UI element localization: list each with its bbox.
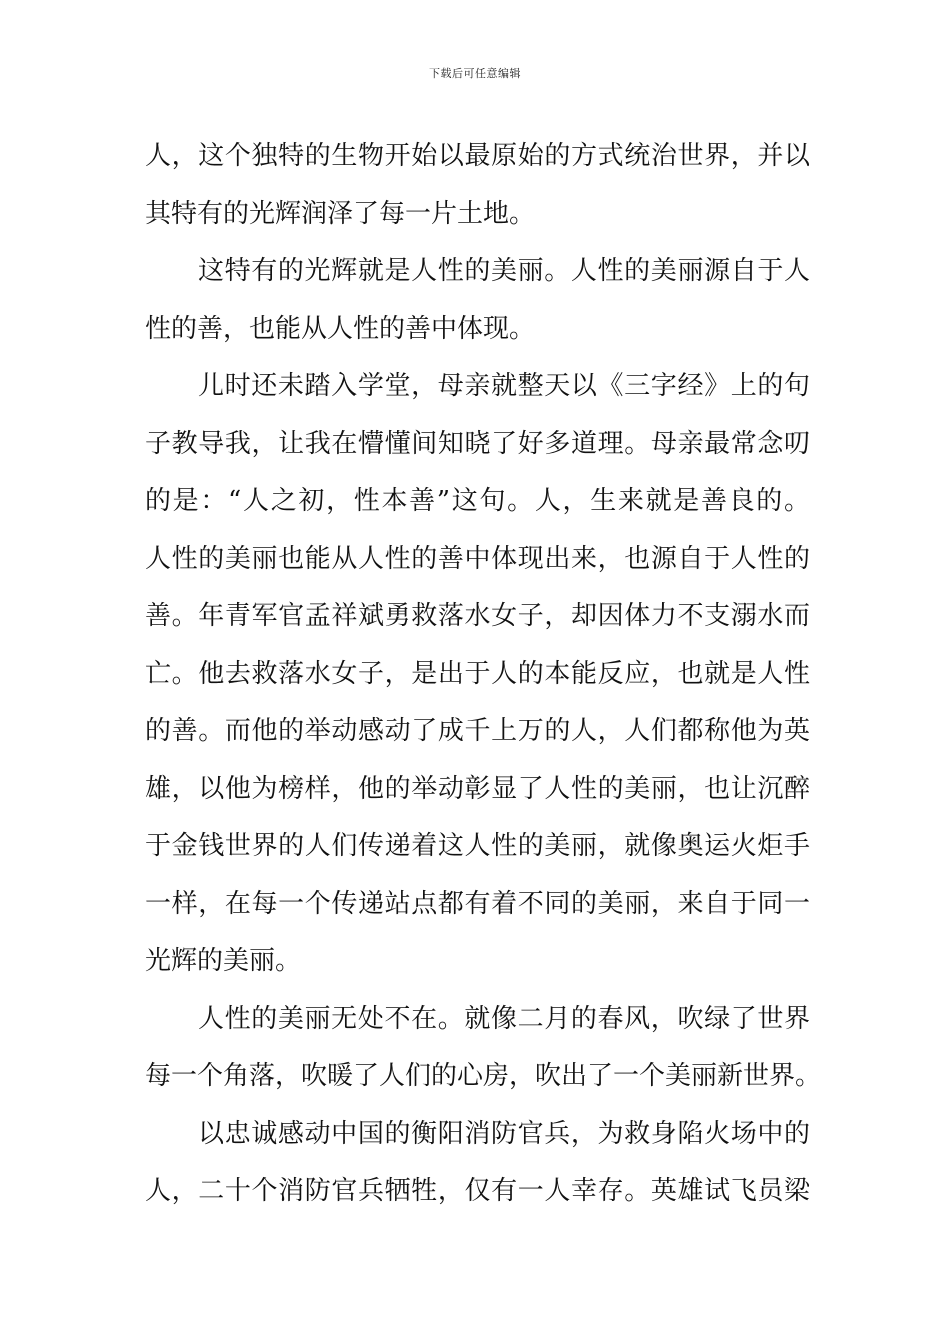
text-line: 一样，在每一个传递站点都有着不同的美丽，来自于同一 (145, 888, 810, 919)
text-line: 人，这个独特的生物开始以最原始的方式统治世界，并以 (145, 141, 810, 171)
text-line: 其特有的光辉润泽了每一片土地。 (145, 198, 536, 229)
text-line: 光辉的美丽。 (145, 946, 302, 976)
text-line: 善。年青军官孟祥斌勇救落水女子，却因体力不支溺水而 (145, 601, 810, 631)
text-line: 以忠诚感动中国的衡阳消防官兵，为救身陷火场中的 (198, 1118, 810, 1149)
text-line: 子教导我，让我在懵懂间知晓了好多道理。母亲最常念叨 (145, 428, 810, 459)
text-line: 于金钱世界的人们传递着这人性的美丽，就像奥运火炬手 (145, 831, 810, 861)
text-line: 这特有的光辉就是人性的美丽。人性的美丽源自于人 (198, 256, 810, 286)
document-body (145, 128, 822, 1221)
text-line: 人，二十个消防官兵牺牲，仅有一人幸存。英雄试飞员梁 (145, 1176, 810, 1206)
text-line: 雄，以他为榜样，他的举动彰显了人性的美丽，也让沉醉 (145, 773, 810, 804)
text-line: 亡。他去救落水女子，是出于人的本能反应，也就是人性 (145, 658, 810, 689)
text-line: 每一个角落，吹暖了人们的心房，吹出了一个美丽新世界。 (145, 1061, 822, 1091)
text-line: 人性的美丽也能从人性的善中体现出来，也源自于人性的 (145, 543, 810, 574)
page-header: 下载后可任意编辑 (429, 67, 521, 80)
text-line: 的是：“人之初，性本善”这句。人，生来就是善良的。 (145, 486, 810, 516)
text-line: 的善。而他的举动感动了成千上万的人，人们都称他为英 (145, 716, 810, 746)
paragraph (145, 358, 810, 991)
text-line: 儿时还未踏入学堂，母亲就整天以《三字经》上的句 (198, 371, 810, 401)
paragraph (145, 991, 822, 1106)
paragraph (145, 243, 810, 358)
text-line: 人性的美丽无处不在。就像二月的春风，吹绿了世界 (198, 1003, 810, 1034)
paragraph (145, 128, 810, 243)
paragraph (145, 1106, 810, 1221)
text-line: 性的善，也能从人性的善中体现。 (145, 313, 536, 344)
